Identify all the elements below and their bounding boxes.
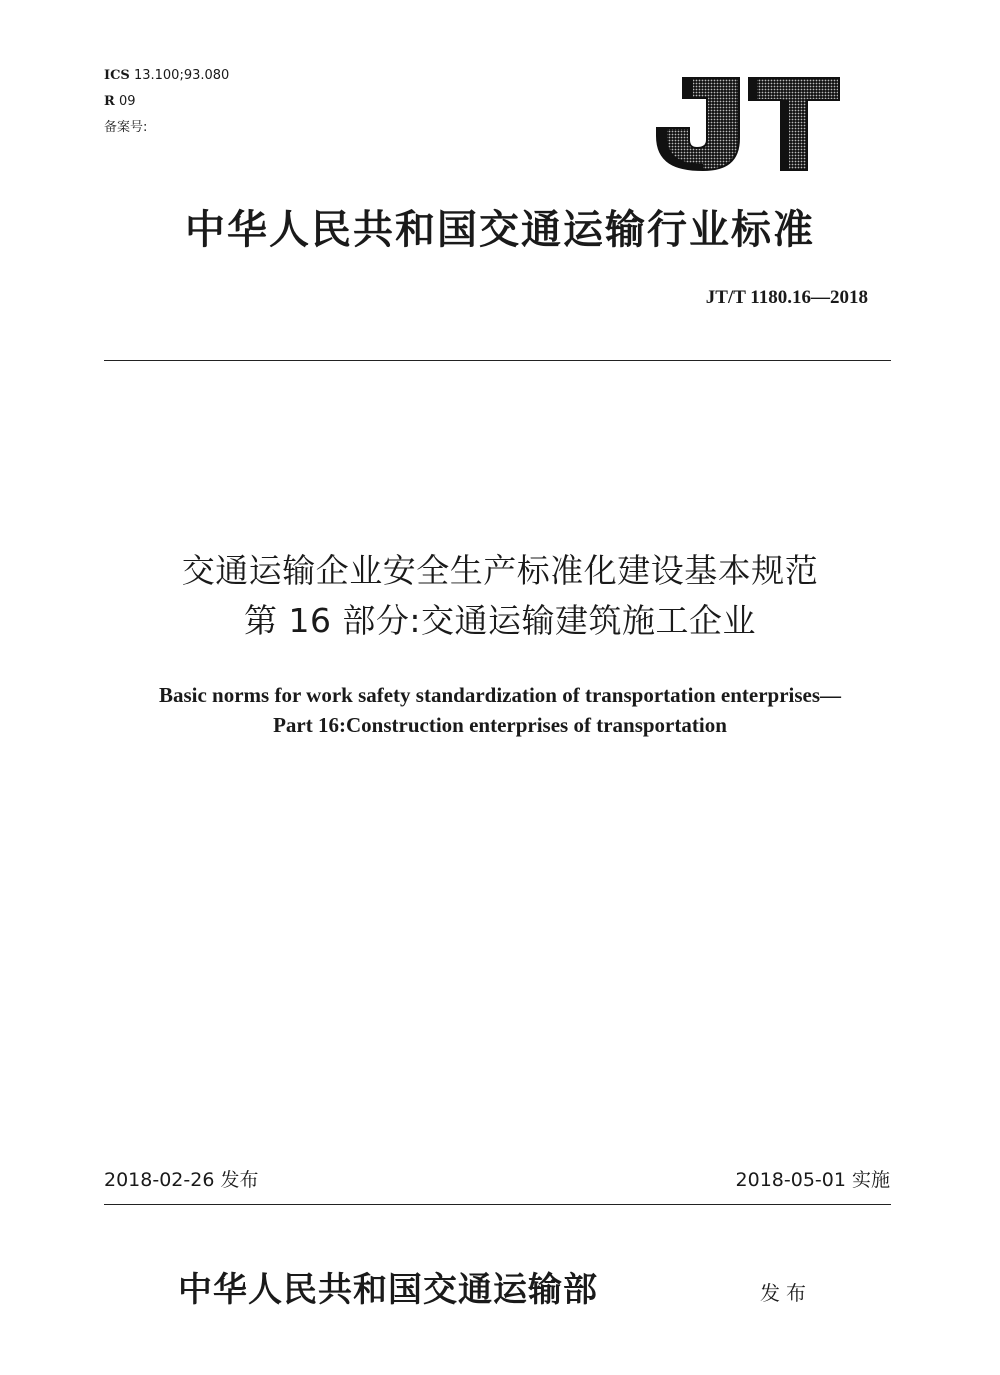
title-en-line1: Basic norms for work safety standardization of transportation enterprises— bbox=[158, 683, 842, 707]
publish-label: 发布 bbox=[760, 1281, 812, 1305]
record-label: 备案号: bbox=[104, 120, 148, 135]
agency-title: 中华人民共和国交通运输行业标准 bbox=[185, 206, 815, 253]
implement-date: 2018-05-01 实施 bbox=[735, 1169, 890, 1191]
issue-date: 2018-02-26 发布 bbox=[104, 1169, 259, 1191]
record-number bbox=[104, 120, 147, 136]
ccs-label: R bbox=[104, 94, 115, 109]
title-cn-line1: 交通运输企业安全生产标准化建设基本规范 bbox=[181, 551, 819, 590]
title-cn-line2: 第 16 部分:交通运输建筑施工企业 bbox=[243, 601, 757, 640]
ics-value: 13.100;93.080 bbox=[133, 68, 230, 83]
standard-number: JT/T 1180.16—2018 bbox=[705, 287, 868, 308]
top-divider bbox=[104, 360, 891, 361]
jt-logo bbox=[653, 76, 843, 172]
ics-label: ICS bbox=[104, 68, 130, 83]
ics-code bbox=[104, 68, 229, 84]
bottom-divider bbox=[104, 1204, 891, 1205]
title-en-line2: Part 16:Construction enterprises of transportation bbox=[273, 713, 727, 737]
ccs-value: 09 bbox=[118, 94, 136, 109]
publisher: 中华人民共和国交通运输部 bbox=[178, 1270, 598, 1310]
ccs-code bbox=[104, 94, 136, 110]
